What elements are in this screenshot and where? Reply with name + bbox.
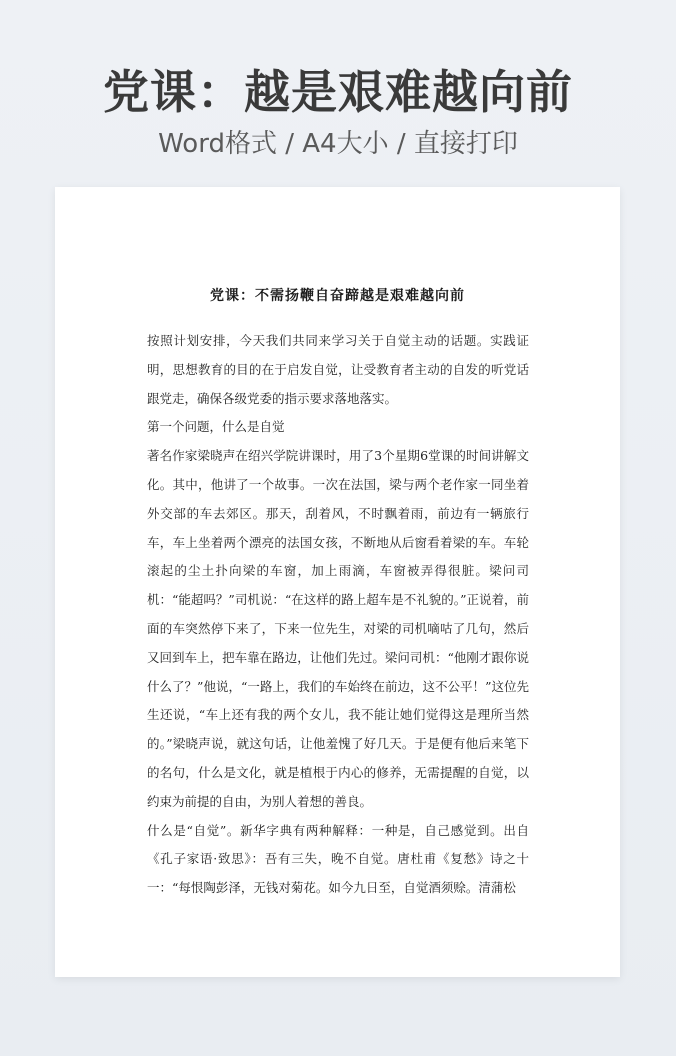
paragraph-definition: 什么是“自觉”。新华字典有两种解释：一种是，自己感觉到。出自《孔子家语·致思》：吾有三失，晚不自觉。唐杜甫《复愁》诗之十一：“每恨陶彭泽，无钱对菊花。如今九日至，自觉酒须赊。清蒲松: [147, 822, 529, 896]
document-body: [147, 327, 529, 903]
paragraph-heading: 第一个问题，什么是自觉: [147, 419, 285, 435]
paragraph-story: 著名作家梁晓声在绍兴学院讲课时，用了3个星期6堂课的时间讲解文化。其中，他讲了一个故事。一次在法国，梁与两个老作家一同坐着外交部的车去郊区。那天，刮着风，不时飘着雨，前边有一辆旅行车，车上坐着两个漂亮的法国女孩，不断地从后窗看着梁的车。车轮滚起的尘土扑向梁的车窗，加上雨滴，车窗被弄得很脏。梁问司机：“能超吗？”司机说：“在这样的路上超车是不礼貌的。”正说着，前面的车突然停下来了，下来一位先生，对梁的司机嘀咕了几句，然后又回到车上，把车靠在路边，让他们先过。梁问司机：“他刚才跟你说什么了？”他说，“一路上，我们的车始终在前边，这不公平！”这位先生还说，“车上还有我的两个女儿，我不能让她们觉得这是理所当然的。”梁晓声说，就这句话，让他羞愧了好几天。于是便有他后来笔下的名句，什么是文化，就是植根于内心的修养，无需提醒的自觉，以约束为前提的自由，为别人着想的善良。: [147, 448, 529, 809]
main-title: 党课：越是艰难越向前: [103, 65, 573, 119]
subtitle: Word格式 / A4大小 / 直接打印: [158, 129, 518, 159]
header: [0, 60, 676, 162]
paragraph-intro: 按照计划安排，今天我们共同来学习关于自觉主动的话题。实践证明，思想教育的目的在于启发自觉，让受教育者主动的自发的听党话跟党走，确保各级党委的指示要求落地落实。: [147, 333, 529, 406]
document-page: [55, 187, 620, 977]
document-title: 党课：不需扬鞭自奋蹄越是艰难越向前: [210, 288, 465, 304]
